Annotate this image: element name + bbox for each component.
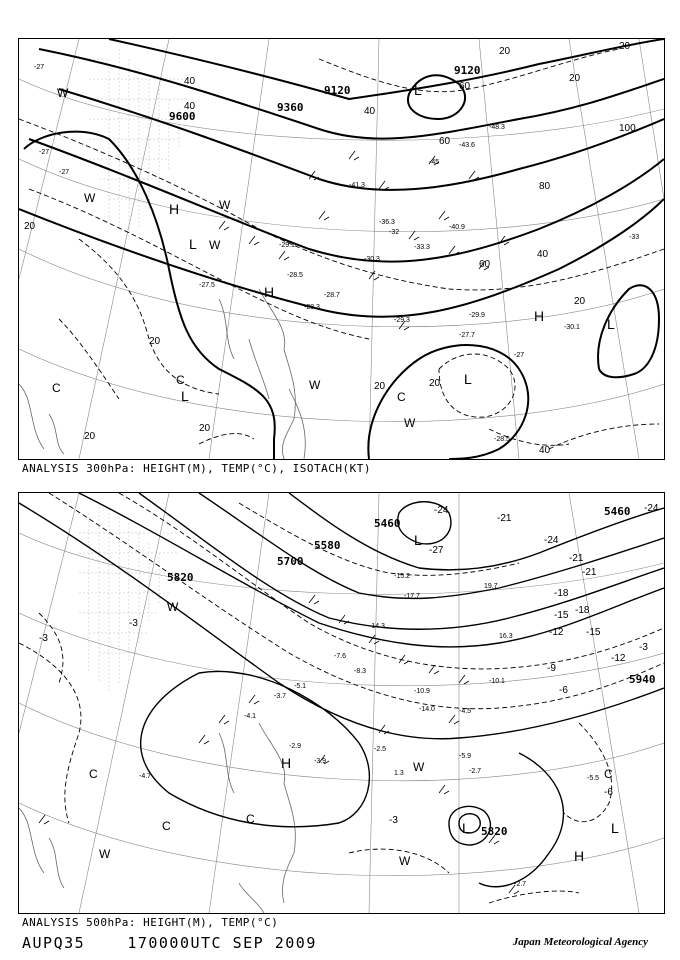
graticule <box>19 39 664 459</box>
station-value: -4.5 <box>459 708 472 715</box>
chart-code-and-time <box>22 934 317 952</box>
temperature-label: -3 <box>129 618 138 629</box>
warm-label: W <box>404 416 416 430</box>
temp-label: -27.5 <box>199 282 215 289</box>
temp-label: -40.9 <box>449 224 465 231</box>
isotach-label: 80 <box>539 181 551 192</box>
warm-label: W <box>209 238 221 252</box>
isotach-label: 20 <box>499 46 511 57</box>
temp-label: -27 <box>514 352 525 359</box>
isotach-label: 100 <box>619 123 636 134</box>
height-label: 5580 <box>314 539 341 552</box>
isotherm-dashed <box>19 493 664 903</box>
temp-label: -33 <box>629 234 640 241</box>
temp-label: -29.1 <box>279 242 295 249</box>
agency-name: Japan Meteorological Agency <box>512 936 648 948</box>
temp-label: -32 <box>389 229 400 236</box>
height-label: 9120 <box>454 64 481 77</box>
temp-label: -27 <box>34 64 45 71</box>
temperature-label: -15 <box>586 627 601 638</box>
map-500hpa-svg <box>19 493 664 913</box>
height-label: 9600 <box>169 110 196 123</box>
cold-label: C <box>176 373 185 387</box>
station-value: 1.3 <box>394 770 404 777</box>
temp-label: -28.5 <box>287 272 303 279</box>
temp-label: -43.6 <box>459 142 475 149</box>
low-center-label: L <box>181 388 189 404</box>
high-center-label: H <box>534 308 545 324</box>
temp-label: -28.5 <box>494 436 510 443</box>
wind-barbs <box>39 595 519 894</box>
low-center-label: L <box>414 82 422 98</box>
temp-label: -45 <box>429 159 440 166</box>
temperature-label: -3 <box>39 633 48 644</box>
temp-label: -33.3 <box>414 244 430 251</box>
isotach-label: 20 <box>84 431 96 442</box>
height-label: 5460 <box>604 505 631 518</box>
height-label: 9120 <box>324 84 351 97</box>
isotach-label: 40 <box>537 249 549 260</box>
temp-label: -30.1 <box>564 324 580 331</box>
isotach-label: 60 <box>439 136 451 147</box>
height-label: 5460 <box>374 517 401 530</box>
warm-label: W <box>167 600 179 614</box>
station-value: -8.3 <box>354 668 367 675</box>
warm-label: W <box>309 378 321 392</box>
low-center-label: L <box>189 236 197 252</box>
station-value: -14.0 <box>419 706 435 713</box>
temperature-label: -18 <box>575 605 590 616</box>
warm-label: W <box>84 191 96 205</box>
station-value: -2.5 <box>374 746 387 753</box>
station-value: -4.1 <box>244 713 257 720</box>
cold-label: C <box>604 767 613 781</box>
low-center-label: L <box>464 371 472 387</box>
high-center-label: H <box>264 284 275 300</box>
temperature-label: -21 <box>582 567 597 578</box>
isotach-label: 20 <box>149 336 161 347</box>
high-center-label: H <box>169 201 180 217</box>
temperature-label: -24 <box>434 505 449 516</box>
station-value: -10.1 <box>489 678 505 685</box>
graticule <box>19 493 664 913</box>
cold-label: C <box>246 812 255 826</box>
coastline <box>19 289 305 459</box>
height-contours <box>19 39 664 459</box>
temp-label: -27 <box>39 149 50 156</box>
temp-label: -27 <box>59 169 70 176</box>
temperature-label: -24 <box>644 503 659 514</box>
warm-label: W <box>219 198 231 212</box>
station-value: -5.9 <box>459 753 472 760</box>
station-value: -7.6 <box>334 653 347 660</box>
temperature-label: -12 <box>549 627 564 638</box>
isotach-label: 20 <box>374 381 386 392</box>
temp-label: -28.7 <box>324 292 340 299</box>
station-value: -3.9 <box>314 758 327 765</box>
terrain-mask <box>79 503 179 693</box>
height-label: 5940 <box>629 673 656 686</box>
isotach-label: 40 <box>184 76 196 87</box>
station-value: -3.7 <box>274 693 287 700</box>
station-value: -17.7 <box>404 593 420 600</box>
height-label: 5820 <box>481 825 508 838</box>
isotach-label: 20 <box>199 423 211 434</box>
temperature-label: -18 <box>554 588 569 599</box>
isotach-label: 20 <box>619 41 631 52</box>
temperature-label: -15 <box>554 610 569 621</box>
temperature-label: -3 <box>389 815 398 826</box>
station-value: -10.9 <box>414 688 430 695</box>
warm-label: W <box>57 86 69 100</box>
temp-label: -29.3 <box>394 317 410 324</box>
temperature-label: -12 <box>611 653 626 664</box>
station-value: -14.3 <box>369 623 385 630</box>
high-center-label: H <box>574 848 585 864</box>
temperature-label: -9 <box>547 663 556 674</box>
temperature-label: -21 <box>569 553 584 564</box>
isotach-label: 40 <box>539 445 551 456</box>
isotach-label: 40 <box>364 106 376 117</box>
temperature-label: -21 <box>497 513 512 524</box>
isotach-label: 20 <box>24 221 36 232</box>
map-300hpa-svg <box>19 39 664 459</box>
cold-label: C <box>162 819 171 833</box>
cold-label: C <box>397 390 406 404</box>
isotach-label: 60 <box>459 81 471 92</box>
cold-label: C <box>89 767 98 781</box>
height-label: 5700 <box>277 555 304 568</box>
temperature-label: -24 <box>544 535 559 546</box>
temperature-label: -6 <box>559 685 568 696</box>
height-label: 9360 <box>277 101 304 114</box>
station-value: -15.2 <box>394 573 410 580</box>
low-center-label: L <box>607 316 615 332</box>
station-value: 19.7 <box>484 583 498 590</box>
isotach-label: 40 <box>184 101 196 112</box>
temperature-label: -27 <box>429 545 444 556</box>
low-center-label: L <box>611 820 619 836</box>
warm-label: W <box>399 854 411 868</box>
analysis-500hpa-map <box>18 492 665 914</box>
cold-label: C <box>52 381 61 395</box>
temperature-label: -6 <box>604 787 613 798</box>
station-value: -5.5 <box>587 775 600 782</box>
temp-label: -28.3 <box>304 304 320 311</box>
station-value: 16.3 <box>499 633 513 640</box>
warm-label: W <box>99 847 111 861</box>
height-label: 5820 <box>167 571 194 584</box>
isotach-label: 20 <box>569 73 581 84</box>
temp-label: -36.3 <box>379 219 395 226</box>
station-value: -5.1 <box>294 683 307 690</box>
temp-label: -48.3 <box>489 124 505 131</box>
isotach-label: 20 <box>574 296 586 307</box>
chart-code: AUPQ35 <box>22 934 86 952</box>
station-value: -2.7 <box>514 881 527 888</box>
upper-panel-caption: ANALYSIS 300hPa: HEIGHT(M), TEMP(°C), ISOTACH(KT) <box>22 462 372 475</box>
low-center-label: L <box>462 820 470 836</box>
warm-label: W <box>413 760 425 774</box>
station-value: -4.7 <box>139 773 152 780</box>
station-value: -2.9 <box>289 743 302 750</box>
temp-label: -27.7 <box>459 332 475 339</box>
low-center-label: L <box>414 532 422 548</box>
chart-time: 170000UTC SEP 2009 <box>127 934 317 952</box>
high-center-label: H <box>281 755 292 771</box>
station-value: -2.7 <box>469 768 482 775</box>
lower-panel-caption: ANALYSIS 500hPa: HEIGHT(M), TEMP(°C) <box>22 916 279 929</box>
isotach-label: 60 <box>479 259 491 270</box>
temp-label: -30.3 <box>364 256 380 263</box>
isotach-label: 20 <box>429 378 441 389</box>
temp-label: -41.3 <box>349 182 365 189</box>
temp-label: -29.9 <box>469 312 485 319</box>
analysis-300hpa-map <box>18 38 665 460</box>
temperature-label: -3 <box>639 642 648 653</box>
